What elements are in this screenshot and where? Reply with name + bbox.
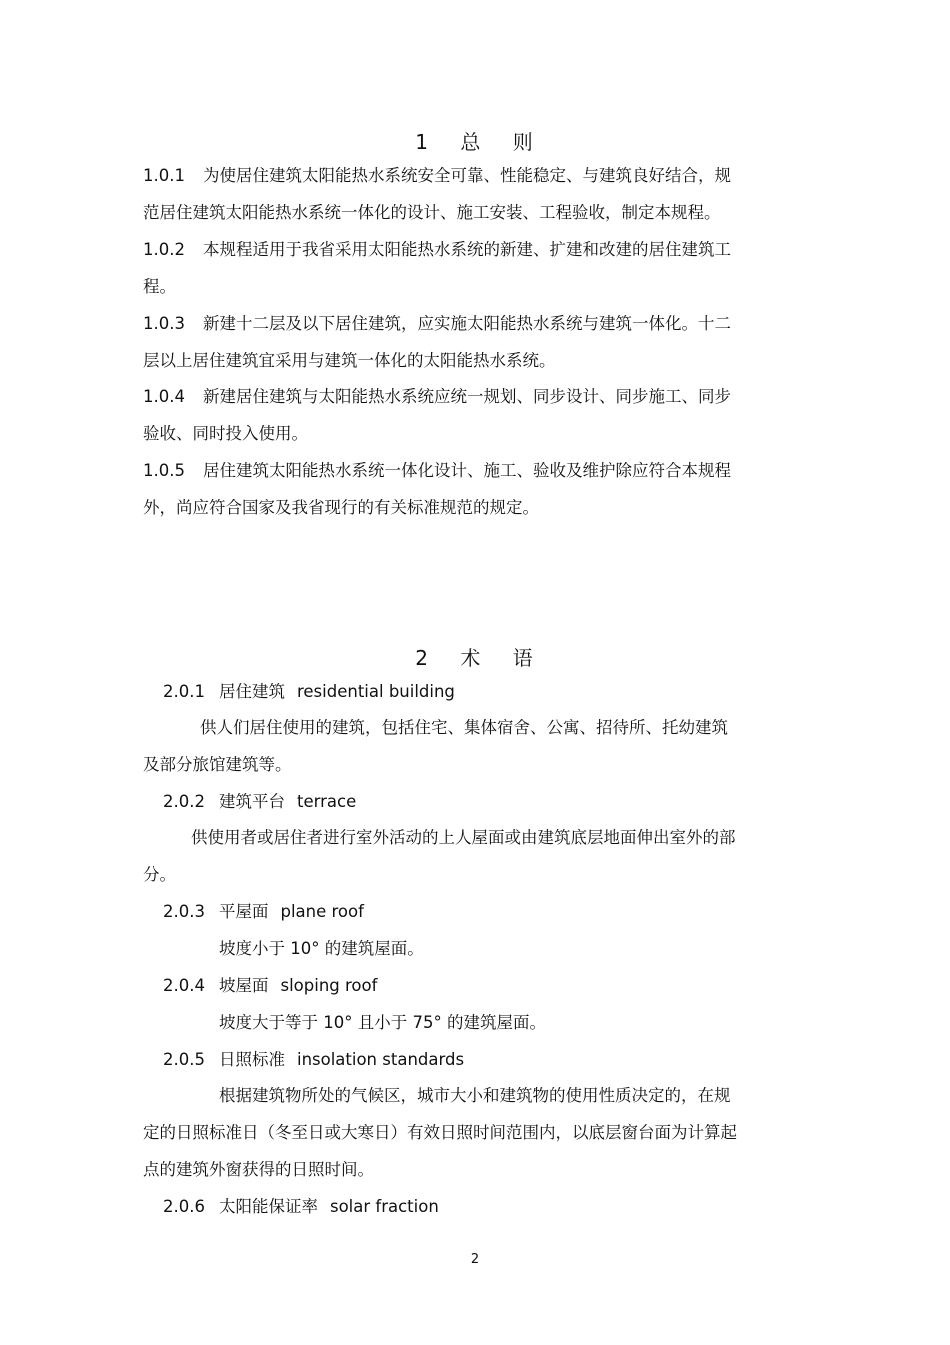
term-number: 2.0.4: [163, 976, 205, 995]
term-2-0-1: [163, 681, 455, 703]
term-english: plane roof: [280, 902, 364, 921]
clause-text: 为使居住建筑太阳能热水系统安全可靠、性能稳定、与建筑良好结合，规: [202, 166, 731, 185]
page-number: 2: [470, 1252, 480, 1267]
term-2-0-4-definition: 坡度大于等于 10° 且小于 75° 的建筑屋面。: [219, 1013, 546, 1032]
clause-number: 1.0.5: [143, 461, 185, 480]
term-chinese: 平屋面: [218, 902, 269, 921]
term-2-0-5-definition: 根据建筑物所处的气候区，城市大小和建筑物的使用性质决定的，在规: [219, 1086, 731, 1105]
clause-number: 1.0.1: [143, 166, 185, 185]
clause-number: 1.0.4: [143, 387, 185, 406]
term-english: residential building: [296, 682, 455, 701]
clause-1-0-3: [143, 313, 731, 335]
term-number: 2.0.6: [163, 1197, 205, 1216]
clause-1-0-4-cont: 验收、同时投入使用。: [143, 424, 308, 443]
clause-text: 本规程适用于我省采用太阳能热水系统的新建、扩建和改建的居住建筑工: [202, 240, 731, 259]
term-2-0-5: [163, 1049, 464, 1071]
clause-1-0-2-cont: 程。: [143, 277, 176, 296]
clause-1-0-4: [143, 386, 731, 408]
term-2-0-5-definition-cont2: 点的建筑外窗获得的日照时间。: [143, 1160, 374, 1179]
term-2-0-2-definition: 供使用者或居住者进行室外活动的上人屋面或由建筑底层地面伸出室外的部: [191, 828, 736, 847]
clause-number: 1.0.3: [143, 314, 185, 333]
clause-text: 新建居住建筑与太阳能热水系统应统一规划、同步设计、同步施工、同步: [202, 387, 731, 406]
term-english: solar fraction: [329, 1197, 439, 1216]
term-number: 2.0.1: [163, 682, 205, 701]
term-english: terrace: [296, 792, 357, 811]
term-2-0-1-definition: 供人们居住使用的建筑，包括住宅、集体宿舍、公寓、招待所、托幼建筑: [200, 718, 728, 737]
term-english: insolation standards: [296, 1050, 465, 1069]
clause-text: 新建十二层及以下居住建筑，应实施太阳能热水系统与建筑一体化。十二: [202, 314, 731, 333]
term-english: sloping roof: [280, 976, 378, 995]
term-2-0-6: [163, 1196, 439, 1218]
term-2-0-1-definition-cont: 及部分旅馆建筑等。: [143, 755, 292, 774]
chapter-2-title: 2 术 语: [415, 646, 535, 670]
term-number: 2.0.2: [163, 792, 205, 811]
clause-1-0-1: [143, 165, 731, 187]
term-chinese: 居住建筑: [218, 682, 285, 701]
term-chinese: 建筑平台: [218, 792, 285, 811]
term-number: 2.0.3: [163, 902, 205, 921]
term-2-0-3-definition: 坡度小于 10° 的建筑屋面。: [219, 939, 424, 958]
term-chinese: 坡屋面: [218, 976, 269, 995]
term-2-0-3: [163, 901, 364, 923]
term-number: 2.0.5: [163, 1050, 205, 1069]
term-2-0-2: [163, 791, 356, 813]
clause-text: 居住建筑太阳能热水系统一体化设计、施工、验收及维护除应符合本规程: [202, 461, 731, 480]
clause-1-0-2: [143, 239, 731, 261]
term-chinese: 日照标准: [218, 1050, 285, 1069]
clause-1-0-1-cont: 范居住建筑太阳能热水系统一体化的设计、施工安装、工程验收，制定本规程。: [143, 203, 721, 222]
chapter-1-title: 1 总 则: [415, 130, 535, 154]
term-chinese: 太阳能保证率: [218, 1197, 318, 1216]
clause-number: 1.0.2: [143, 240, 185, 259]
clause-1-0-5-cont: 外，尚应符合国家及我省现行的有关标准规范的规定。: [143, 498, 539, 517]
term-2-0-4: [163, 975, 377, 997]
clause-1-0-5: [143, 460, 731, 482]
clause-1-0-3-cont: 层以上居住建筑宜采用与建筑一体化的太阳能热水系统。: [143, 351, 556, 370]
term-2-0-5-definition-cont: 定的日照标准日（冬至日或大寒日）有效日照时间范围内，以底层窗台面为计算起: [143, 1123, 737, 1142]
term-2-0-2-definition-cont: 分。: [143, 865, 176, 884]
